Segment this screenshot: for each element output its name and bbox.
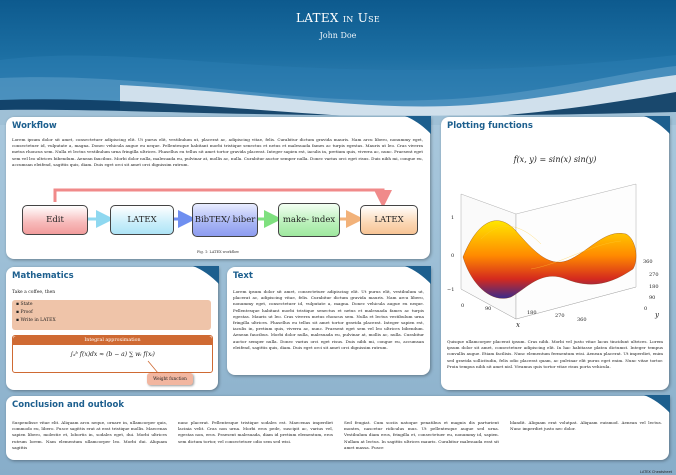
author: John Doe <box>319 31 357 40</box>
mathematics-block <box>6 267 218 390</box>
mathematics-title: Mathematics <box>12 271 74 281</box>
node-latex-final: LATEX <box>360 205 418 235</box>
conclusion-block <box>6 396 669 460</box>
header-banner <box>0 0 676 125</box>
plotting-text: Quisque ullamcorper placerat ipsum. Cras nibh. Morbi vel justo vitae lacus tincidunt ultrices. Lorem ipsum dolor sit amet, consectetuer adipiscing elit. In hac habitasse platea dictumst. Integer tempus convallis augue. Etiam facilisis. Nunc elementum fermentum wisi. Aenean placerat. Ut imperdiet, enim sed gravida sollicitudin, felis odio placerat quam, ac pulvinar elit purus eget enim. Nunc vitae tortor. Proin tempus nibh sit amet nisl. Vivamus quis tortor vitae risus porta vehicula. <box>447 339 663 369</box>
plot-formula: f(x, y) = sin(x) sin(y) <box>513 155 597 164</box>
text-title: Text <box>233 271 253 281</box>
x-axis-label: x <box>516 321 520 329</box>
y-tick-270: 270 <box>649 272 659 278</box>
x-tick-90: 90 <box>485 306 492 312</box>
x-tick-180: 180 <box>527 310 537 316</box>
approx-formula: ∫ₐᵇ f(x)dx ≈ (b − a) ∑ wᵢ f(xᵢ) <box>70 351 155 358</box>
x-tick-270: 270 <box>555 313 565 319</box>
z-tick-neg1: −1 <box>447 287 455 293</box>
x-tick-360: 360 <box>577 317 587 323</box>
plotting-title: Plotting functions <box>447 121 533 131</box>
list-item-state: ▪ State <box>16 302 33 307</box>
page-title: LATEX in Use <box>295 11 381 25</box>
footer-logo: LATEX Cheatsheet <box>639 470 672 474</box>
list-item-proof: ▪ Proof <box>16 310 33 315</box>
loop-arrow <box>55 190 383 202</box>
plotting-block <box>441 117 669 390</box>
x-tick-0: 0 <box>461 303 465 309</box>
workflow-text: Lorem ipsum dolor sit amet, consectetuer adipiscing elit. Ut purus elit, vestibulum ut, placerat ac, adipiscing vitae, felis. Curabitur dictum gravida mauris. Nam arcu libero, nonummy eget, consectetuer id, vulputate a, magna. Donec vehicula augue eu neque. Pellentesque habitant morbi tristique senectus et netus et malesuada fames ac turpis egestas. Mauris ut leo. Cras viverra metus rhoncus sem. Nulla et lectus vestibulum urna fringilla ultrices. Phasellus eu tellus sit amet tortor gravida placerat. Integer sapien est, iaculis in, pretium quis, viverra ac, nunc. Praesent eget sem vel leo ultrices bibendum. Aenean faucibus. Morbi dolor nulla, malesuada eu, pulvinar at, mollis ac, nulla. Curabitur auctor semper nulla. Donec varius orci eget risus. Duis nibh mi, congue eu, accumsan eleifend, sagittis quis, diam. Duis eget orci sit amet orci dignissim rutrum. <box>12 137 423 167</box>
weight-pointer <box>6 267 218 390</box>
node-latex: LATEX <box>110 205 174 235</box>
conclusion-col-4: blandit. Aliquam erat volutpat. Aliquam euismod. Aenean vel lectus. Nunc imperdiet justo nec dolor. <box>510 420 662 432</box>
text-body: Lorem ipsum dolor sit amet, consectetuer adipiscing elit. Ut purus elit, vestibulum ut, placerat ac, adipiscing vitae, felis. Curabitur dictum gravida mauris. Nam arcu libero, nonummy eget, consectetuer id, vulputate a, magna. Donec vehicula augue eu neque. Pellentesque habitant morbi tristique senectus et netus et malesuada fames ac turpis egestas. Mauris ut leo. Cras viverra metus rhoncus sem. Nulla et lectus vestibulum urna fringilla ultrices. Phasellus eu tellus sit amet tortor gravida placerat. Integer sapien est, iaculis in, pretium quis, viverra ac, nunc. Praesent eget sem vel leo ultrices bibendum. Aenean faucibus. Morbi dolor nulla, malesuada eu, pulvinar at, mollis ac, nulla. Curabitur auctor semper nulla. Donec varius orci eget risus. Duis nibh mi, congue eu, accumsan eleifend, sagittis quis, diam. Duis eget orci sit amet orci dignissim rutrum. <box>233 289 424 350</box>
page-curl-icon <box>644 116 670 134</box>
approx-title: Integral approximation <box>13 336 212 345</box>
workflow-title: Workflow <box>12 121 57 131</box>
surface-plot <box>441 169 669 329</box>
node-edit: Edit <box>22 205 88 235</box>
text-block <box>227 267 430 375</box>
workflow-block <box>6 117 430 259</box>
conclusion-col-2: nunc placerat. Pellentesque tristique sodales est. Maecenas imperdiet lacinia velit. Cras non urna. Morbi eros pede, suscipit ac, varius vel, egestas non, eros. Praesent malesuada, diam id pretium elementum, eros sem dictum tortor, vel consectetuer odio sem sed wisi. <box>178 420 333 444</box>
list-item-write: ▪ Write in LATEX <box>16 318 56 323</box>
workflow-arrows <box>6 117 430 259</box>
math-intro: Take a coffee, then <box>12 290 56 295</box>
workflow-caption: Fig. 1: LATEX workflow <box>196 250 240 254</box>
conclusion-col-3: Sed feugiat. Cum sociis natoque penatibus et magnis dis parturient montes, nascetur ridiculus mus. Ut pellentesque augue sed urna. Vestibulum diam eros, fringilla et, consectetuer eu, nonummy id, sapien. Nullam at lectus. In sagittis ultrices mauris. Curabitur malesuada erat sit amet massa. Fusce <box>344 420 499 450</box>
y-tick-0: 0 <box>644 306 648 312</box>
page-curl-icon <box>644 395 670 413</box>
y-axis-label: y <box>655 311 659 319</box>
conclusion-col-1: Suspendisse vitae elit. Aliquam arcu neque, ornare in, ullamcorper quis, commodo eu, libero. Fusce sagittis erat at erat tristique mollis. Maecenas sapien libero, molestie et, lobortis in, sodales eget, dui. Morbi ultrices rutrum lorem. Nam elementum ullamcorper leo. Morbi dui. Aliquam sagittis <box>12 420 167 450</box>
y-tick-90: 90 <box>649 295 656 301</box>
conclusion-title: Conclusion and outlook <box>12 400 124 410</box>
y-tick-180: 180 <box>649 284 659 290</box>
z-tick-1: 1 <box>451 215 455 221</box>
page-curl-icon <box>405 266 431 284</box>
node-makeindex: make- index <box>278 203 340 237</box>
z-tick-0: 0 <box>451 253 455 259</box>
y-tick-360: 360 <box>643 259 653 265</box>
weight-function-label: Weight function <box>147 373 193 385</box>
node-bibtex: BibTEX/ biber <box>192 203 258 237</box>
